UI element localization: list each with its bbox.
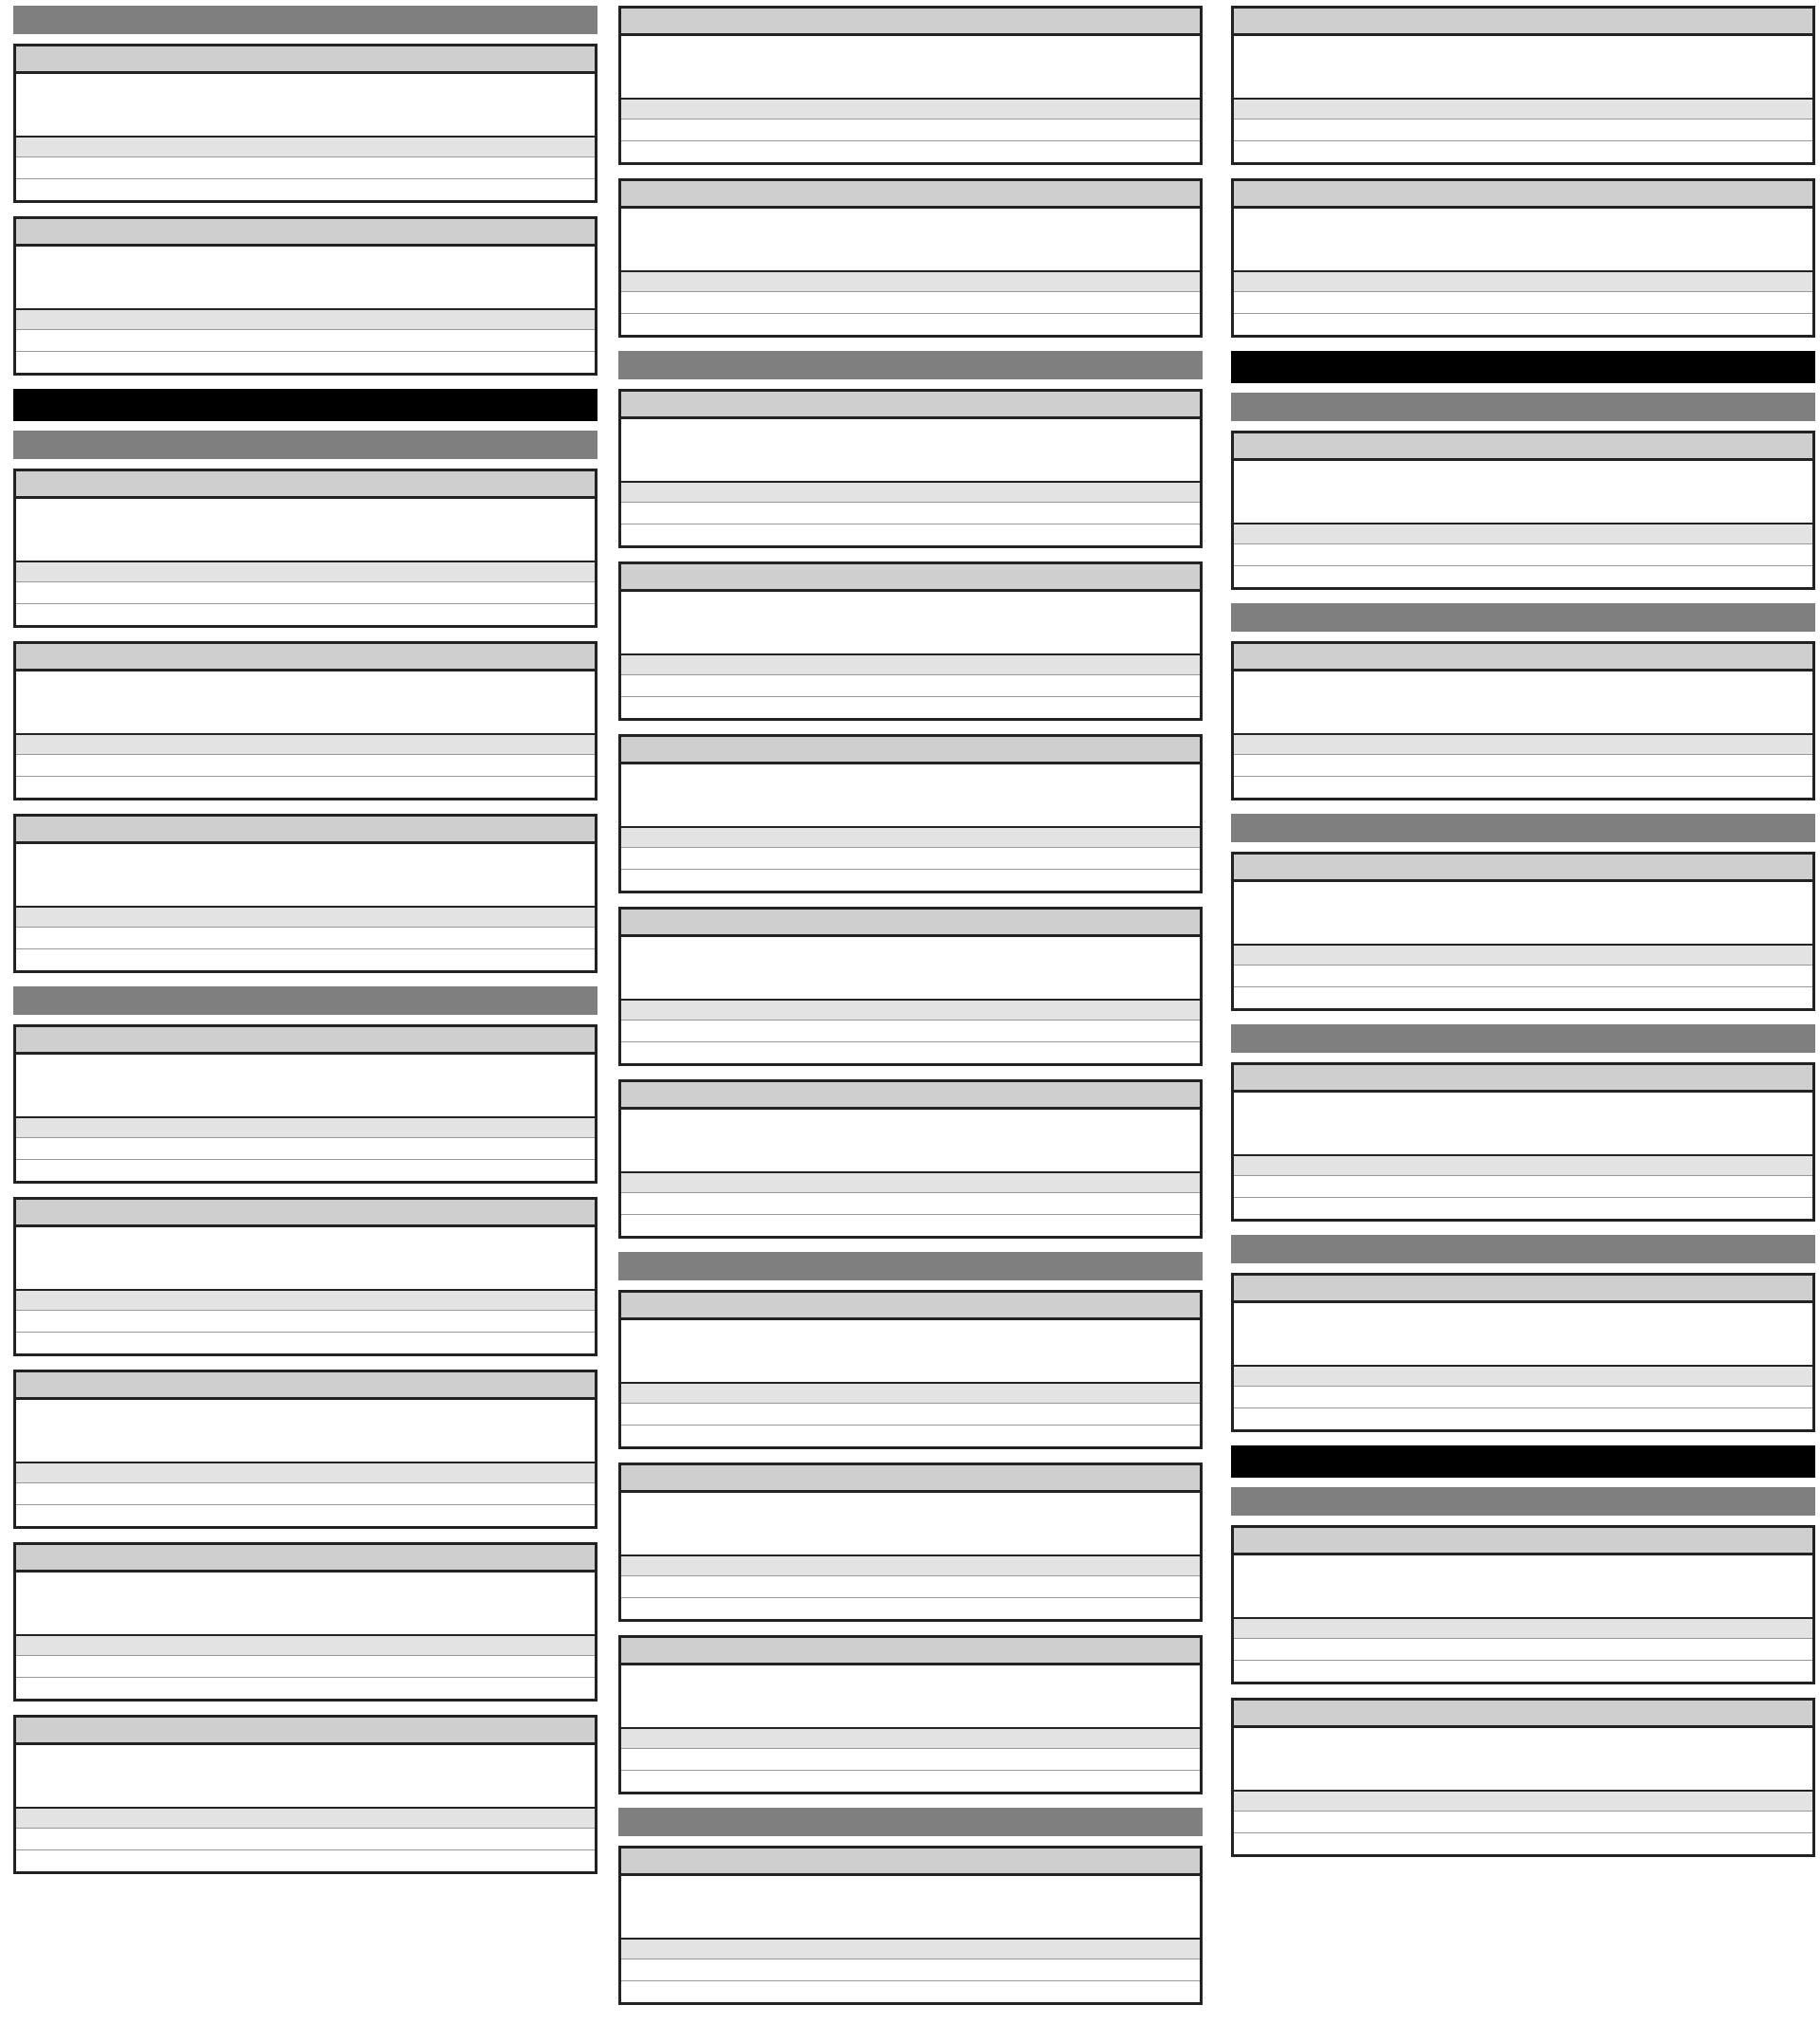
meta-row (1240, 250, 1807, 270)
meta-row (22, 288, 589, 308)
stat-block-meta (621, 937, 1200, 999)
stat-block-title (1234, 1065, 1812, 1093)
stat-block-meta (16, 1400, 595, 1462)
stat-block-title (1234, 644, 1812, 671)
meta-row (1240, 673, 1807, 693)
meta-row (22, 521, 589, 541)
meta-row (1240, 230, 1807, 250)
meta-row (22, 693, 589, 713)
stat-block-title (621, 910, 1200, 937)
attack-row (621, 1214, 1200, 1236)
meta-row (22, 76, 589, 96)
attack-row (621, 869, 1200, 891)
attack-row (1234, 565, 1812, 587)
meta-row (627, 939, 1194, 959)
category-banner (1231, 1445, 1815, 1478)
stat-block (1231, 1062, 1815, 1222)
meta-row (22, 268, 589, 288)
attack-row (1234, 543, 1812, 565)
group-banner (618, 1252, 1203, 1280)
meta-row (627, 594, 1194, 614)
meta-row (22, 1614, 589, 1634)
stat-block-meta (16, 1573, 595, 1634)
stat-block-meta (621, 209, 1200, 270)
stat-block-meta (16, 1055, 595, 1116)
meta-row (22, 1249, 589, 1269)
stat-block-meta (1234, 36, 1812, 98)
attack-row (1234, 1386, 1812, 1407)
attack-row (16, 1828, 595, 1849)
stat-block (618, 178, 1203, 338)
attack-row (621, 1041, 1200, 1063)
group-banner (13, 6, 597, 34)
attack-row (621, 502, 1200, 524)
meta-row (1240, 1557, 1807, 1577)
attack-table-header (16, 1462, 595, 1482)
meta-row (1240, 1597, 1807, 1617)
meta-row (1240, 1750, 1807, 1770)
stat-block-title (1234, 181, 1812, 209)
stat-block-meta (621, 764, 1200, 826)
stat-block-meta (1234, 209, 1812, 270)
stat-block-title (621, 181, 1200, 209)
meta-row (1240, 1770, 1807, 1790)
group-banner (1231, 1024, 1815, 1053)
meta-row (22, 713, 589, 733)
attack-row (1234, 1175, 1812, 1197)
group-banner (1231, 814, 1815, 842)
meta-row (1240, 713, 1807, 733)
attack-table-header (16, 733, 595, 754)
meta-row (627, 786, 1194, 806)
stat-block (13, 1370, 597, 1529)
stat-block-meta (16, 74, 595, 136)
meta-row (1240, 1134, 1807, 1154)
attack-row (1234, 119, 1812, 140)
meta-row (627, 230, 1194, 250)
meta-row (627, 1667, 1194, 1687)
attack-table-header (621, 481, 1200, 502)
stat-block (618, 1846, 1203, 2005)
attack-table-header (16, 561, 595, 581)
group-banner (1231, 393, 1815, 421)
meta-row (22, 1057, 589, 1076)
stat-block (1231, 852, 1815, 1011)
meta-row (1240, 78, 1807, 98)
attack-row (621, 696, 1200, 718)
meta-row (1240, 1345, 1807, 1365)
meta-row (627, 38, 1194, 58)
meta-row (1240, 1305, 1807, 1325)
attack-row (1234, 1638, 1812, 1660)
stat-block-meta (621, 1320, 1200, 1382)
attack-row (16, 1677, 595, 1699)
meta-row (1240, 58, 1807, 78)
meta-row (627, 58, 1194, 78)
attack-row (16, 1159, 595, 1181)
attack-row (16, 581, 595, 603)
meta-row (627, 1362, 1194, 1382)
stat-block-title (1234, 433, 1812, 461)
attack-row (16, 1849, 595, 1871)
stat-block-meta (1234, 461, 1812, 523)
attack-row (1234, 776, 1812, 798)
stat-block-title (16, 644, 595, 671)
attack-row (621, 313, 1200, 335)
meta-row (627, 1131, 1194, 1151)
attack-table-header (621, 1554, 1200, 1575)
stat-block (618, 1079, 1203, 1239)
attack-row (621, 1403, 1200, 1425)
meta-row (627, 211, 1194, 230)
meta-row (1240, 693, 1807, 713)
attack-table-header (16, 308, 595, 329)
attack-row (1234, 1811, 1812, 1832)
stat-block (13, 1715, 597, 1874)
attack-row (16, 1137, 595, 1159)
attack-row (16, 1310, 595, 1332)
attack-row (1234, 291, 1812, 313)
meta-row (22, 1402, 589, 1422)
attack-row (621, 1575, 1200, 1597)
meta-row (22, 1422, 589, 1442)
meta-row (22, 866, 589, 886)
meta-row (1240, 483, 1807, 503)
group-banner (1231, 1487, 1815, 1516)
attack-row (1234, 140, 1812, 162)
meta-row (627, 1495, 1194, 1515)
group-banner (618, 351, 1203, 379)
attack-table-header (621, 826, 1200, 847)
stat-block-title (16, 46, 595, 74)
stat-block (13, 1542, 597, 1702)
stat-block-title (1234, 1701, 1812, 1728)
stat-block-title (1234, 855, 1812, 882)
attack-row (16, 927, 595, 948)
attack-table-header (16, 1116, 595, 1137)
attack-table-header (1234, 98, 1812, 119)
meta-row (1240, 1730, 1807, 1750)
attack-row (16, 948, 595, 970)
stat-block-meta (16, 844, 595, 906)
meta-row (627, 1535, 1194, 1554)
meta-row (22, 1269, 589, 1289)
column-right (1231, 6, 1815, 1870)
meta-row (1240, 1095, 1807, 1114)
attack-row (1234, 1832, 1812, 1854)
stat-block (13, 469, 597, 628)
meta-row (1240, 211, 1807, 230)
attack-table-header (1234, 1617, 1812, 1638)
stat-block-title (16, 219, 595, 247)
stat-block (13, 641, 597, 800)
attack-row (621, 524, 1200, 545)
meta-row (627, 1878, 1194, 1898)
meta-row (22, 1442, 589, 1462)
meta-row (22, 1747, 589, 1767)
stat-block-meta (621, 1876, 1200, 1938)
attack-table-header (16, 906, 595, 927)
meta-row (627, 1687, 1194, 1707)
attack-table-header (1234, 1154, 1812, 1175)
meta-row (22, 1574, 589, 1594)
stat-block-title (16, 817, 595, 844)
meta-row (22, 501, 589, 521)
stat-block-title (621, 392, 1200, 419)
stat-block-title (621, 564, 1200, 592)
attack-row (1234, 1197, 1812, 1219)
stat-block-title (16, 1200, 595, 1227)
attack-table-header (621, 653, 1200, 674)
meta-row (1240, 904, 1807, 924)
meta-row (627, 1342, 1194, 1362)
stat-block-title (16, 1718, 595, 1745)
group-banner (13, 431, 597, 459)
meta-row (627, 461, 1194, 481)
meta-row (22, 1096, 589, 1116)
meta-row (1240, 924, 1807, 944)
stat-block (13, 1024, 597, 1184)
attack-row (621, 140, 1200, 162)
stat-block-title (621, 737, 1200, 764)
stat-block (13, 814, 597, 973)
attack-table-header (16, 1289, 595, 1310)
column-left (13, 6, 597, 1887)
stat-block-meta (621, 1493, 1200, 1554)
attack-row (16, 178, 595, 200)
meta-row (1240, 503, 1807, 523)
stat-block (1231, 1273, 1815, 1432)
attack-table-header (1234, 944, 1812, 965)
meta-row (1240, 38, 1807, 58)
column-middle (618, 6, 1203, 2018)
attack-table-header (621, 1382, 1200, 1403)
meta-row (22, 673, 589, 693)
stat-block (13, 216, 597, 376)
meta-row (627, 1112, 1194, 1131)
stat-block (618, 389, 1203, 548)
stat-block-meta (1234, 671, 1812, 733)
meta-row (22, 116, 589, 136)
attack-table-header (16, 136, 595, 156)
stat-block-title (16, 1545, 595, 1573)
attack-row (1234, 1407, 1812, 1429)
stat-block-meta (621, 1110, 1200, 1171)
attack-row (621, 1959, 1200, 1980)
stat-block (618, 1635, 1203, 1794)
attack-row (621, 119, 1200, 140)
stat-block-meta (1234, 1555, 1812, 1617)
stat-block-meta (16, 1227, 595, 1289)
attack-row (621, 291, 1200, 313)
attack-table-header (621, 98, 1200, 119)
meta-row (627, 78, 1194, 98)
stat-block (13, 1197, 597, 1356)
meta-row (627, 959, 1194, 979)
attack-row (621, 1425, 1200, 1446)
stat-block-title (621, 9, 1200, 36)
attack-table-header (1234, 523, 1812, 543)
stat-block-title (1234, 9, 1812, 36)
group-banner (618, 1808, 1203, 1836)
meta-row (1240, 1577, 1807, 1597)
stat-block (13, 44, 597, 203)
stat-block-title (621, 1465, 1200, 1493)
stat-block-meta (16, 671, 595, 733)
stat-block (1231, 431, 1815, 590)
meta-row (1240, 1114, 1807, 1134)
stat-block (1231, 641, 1815, 800)
meta-row (627, 766, 1194, 786)
meta-row (627, 806, 1194, 826)
stat-block-title (16, 1372, 595, 1400)
stat-block-title (621, 1293, 1200, 1320)
attack-row (16, 156, 595, 178)
attack-table-header (1234, 270, 1812, 291)
attack-row (16, 1332, 595, 1353)
attack-table-header (1234, 733, 1812, 754)
meta-row (627, 1151, 1194, 1171)
attack-row (16, 1504, 595, 1526)
attack-row (621, 1192, 1200, 1214)
stat-block-title (16, 471, 595, 499)
attack-table-header (621, 999, 1200, 1020)
stat-block-title (621, 1849, 1200, 1876)
attack-row (1234, 313, 1812, 335)
attack-table-header (16, 1634, 595, 1655)
meta-row (22, 1594, 589, 1614)
attack-row (16, 754, 595, 776)
attack-table-header (1234, 1790, 1812, 1811)
stat-block-meta (1234, 882, 1812, 944)
meta-row (627, 614, 1194, 634)
stat-block-meta (621, 419, 1200, 481)
stat-block-meta (621, 36, 1200, 98)
meta-row (22, 1229, 589, 1249)
attack-row (16, 329, 595, 351)
attack-table-header (621, 1171, 1200, 1192)
meta-row (22, 248, 589, 268)
meta-row (627, 421, 1194, 441)
meta-row (627, 1918, 1194, 1938)
stat-block-title (1234, 1276, 1812, 1303)
stat-block (1231, 1698, 1815, 1857)
stat-block (618, 907, 1203, 1066)
stat-block-title (16, 1027, 595, 1055)
meta-row (22, 541, 589, 561)
attack-table-header (621, 1727, 1200, 1748)
meta-row (22, 1787, 589, 1807)
stat-block-title (621, 1638, 1200, 1665)
meta-row (22, 1767, 589, 1787)
meta-row (1240, 884, 1807, 904)
attack-row (621, 1597, 1200, 1619)
meta-row (627, 979, 1194, 999)
attack-row (1234, 965, 1812, 986)
attack-row (621, 1980, 1200, 2002)
category-banner (13, 389, 597, 421)
attack-row (16, 776, 595, 798)
meta-row (1240, 463, 1807, 483)
stat-block (1231, 178, 1815, 338)
attack-table-header (1234, 1365, 1812, 1386)
attack-table-header (621, 270, 1200, 291)
meta-row (627, 441, 1194, 461)
stat-block (618, 6, 1203, 165)
attack-row (621, 1020, 1200, 1041)
meta-row (1240, 1325, 1807, 1345)
stat-block-meta (1234, 1728, 1812, 1790)
attack-row (16, 1482, 595, 1504)
meta-row (22, 96, 589, 116)
meta-row (22, 886, 589, 906)
meta-row (627, 250, 1194, 270)
stat-block-meta (16, 499, 595, 561)
stat-block (618, 1463, 1203, 1622)
stat-block-meta (621, 1665, 1200, 1727)
category-banner (1231, 351, 1815, 383)
stat-block (618, 734, 1203, 893)
attack-table-header (621, 1938, 1200, 1959)
attack-table-header (16, 1807, 595, 1828)
stat-block-title (1234, 1528, 1812, 1555)
attack-row (621, 1770, 1200, 1792)
stat-block-meta (1234, 1093, 1812, 1154)
meta-row (22, 846, 589, 866)
stat-block (1231, 1525, 1815, 1684)
meta-row (627, 634, 1194, 653)
meta-row (627, 1515, 1194, 1535)
stat-block-meta (1234, 1303, 1812, 1365)
meta-row (22, 1076, 589, 1096)
attack-row (621, 1748, 1200, 1770)
meta-row (627, 1898, 1194, 1918)
attack-row (1234, 754, 1812, 776)
attack-row (1234, 986, 1812, 1008)
group-banner (13, 986, 597, 1015)
stat-block-title (621, 1082, 1200, 1110)
meta-row (627, 1707, 1194, 1727)
group-banner (1231, 1235, 1815, 1263)
attack-row (16, 603, 595, 625)
attack-row (621, 674, 1200, 696)
attack-row (16, 1655, 595, 1677)
attack-row (1234, 1660, 1812, 1682)
stat-block (1231, 6, 1815, 165)
group-banner (1231, 603, 1815, 632)
stat-block-meta (621, 592, 1200, 653)
stat-block-meta (16, 247, 595, 308)
stat-block (618, 1290, 1203, 1449)
stat-block (618, 561, 1203, 721)
attack-row (621, 847, 1200, 869)
stat-block-meta (16, 1745, 595, 1807)
meta-row (627, 1322, 1194, 1342)
attack-row (16, 351, 595, 373)
